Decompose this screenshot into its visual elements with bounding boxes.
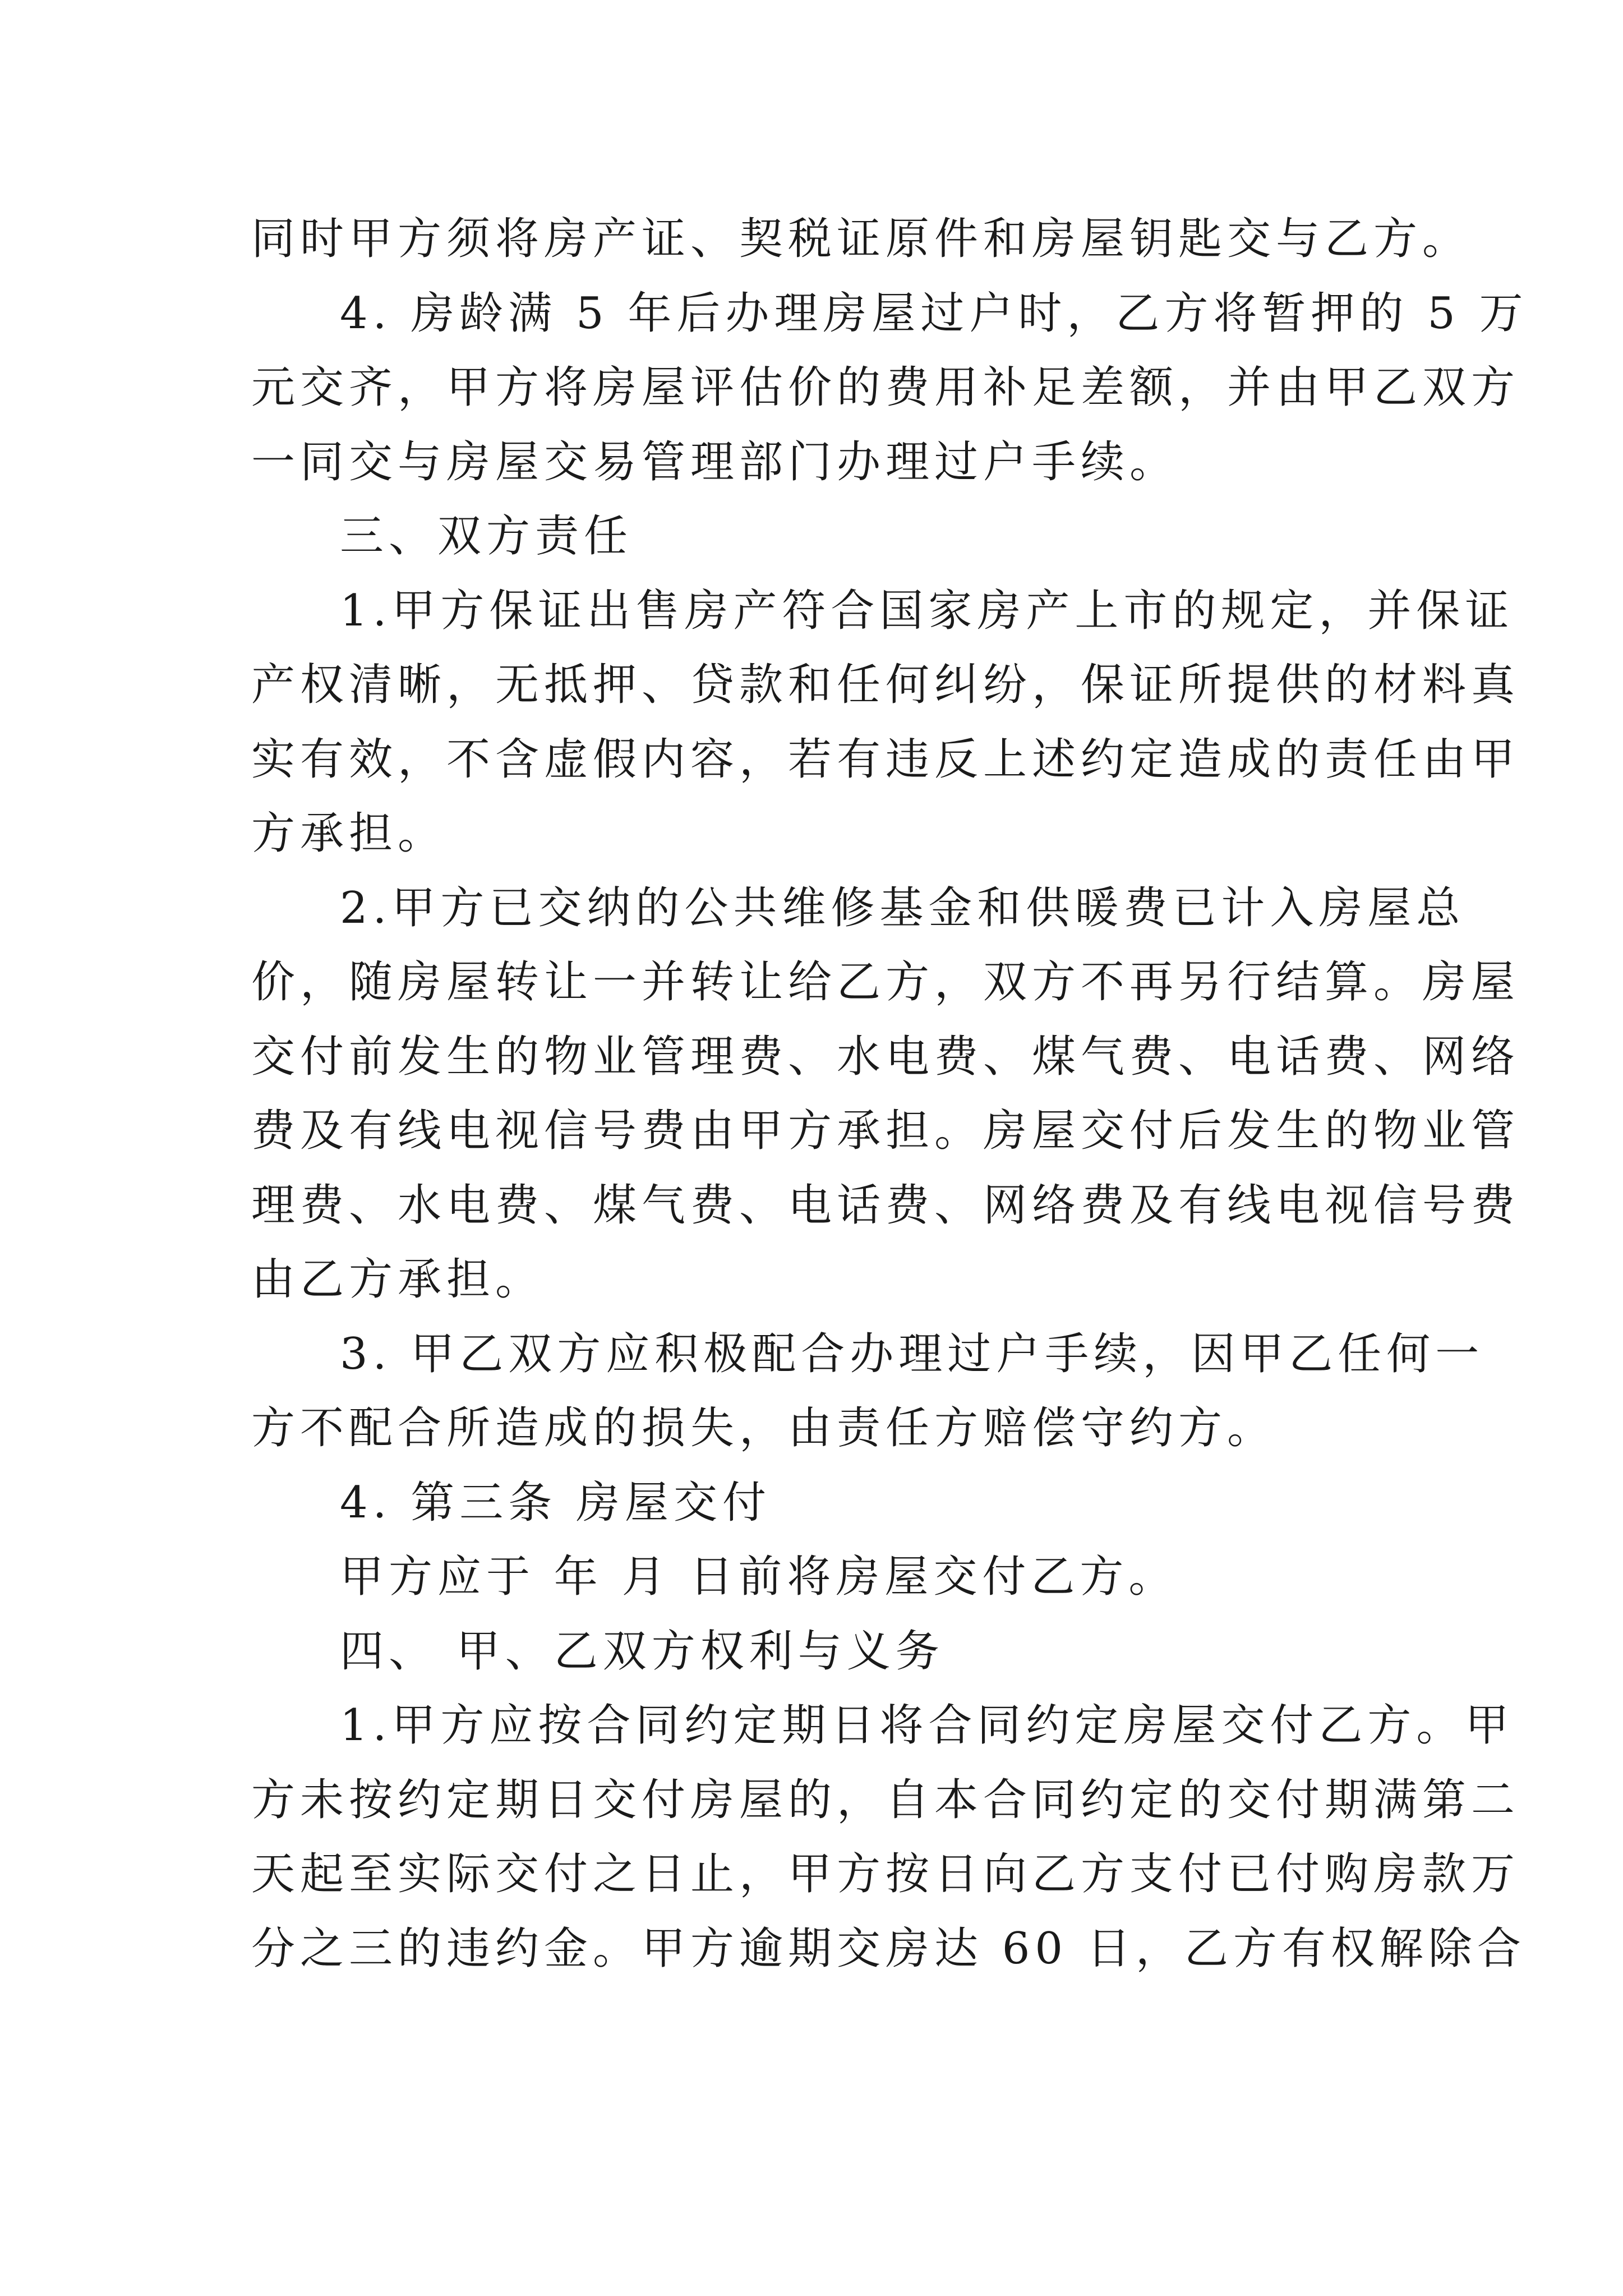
- text-line: 甲方应于 年 月 日前将房屋交付乙方。: [340, 1552, 1178, 1602]
- text-line: 分之三的违约金。甲方逾期交房达 60 日，乙方有权解除合: [251, 1923, 1526, 1974]
- text-line: 元交齐，甲方将房屋评估价的费用补足差额，并由甲乙双方: [251, 362, 1520, 413]
- text-line: 实有效，不含虚假内容，若有违反上述约定造成的责任由甲: [251, 734, 1520, 785]
- text-line: 天起至实际交付之日止，甲方按日向乙方支付已付购房款万: [251, 1849, 1520, 1899]
- text-line: 一同交与房屋交易管理部门办理过户手续。: [251, 436, 1179, 487]
- text-line: 4. 房龄满 5 年后办理房屋过户时，乙方将暂押的 5 万: [340, 288, 1528, 339]
- text-line: 同时甲方须将房产证、契税证原件和房屋钥匙交与乙方。: [251, 214, 1472, 264]
- text-line: 2.甲方已交纳的公共维修基金和供暖费已计入房屋总: [340, 882, 1465, 933]
- text-line: 价，随房屋转让一并转让给乙方，双方不再另行结算。房屋: [251, 957, 1520, 1007]
- text-line: 费及有线电视信号费由甲方承担。房屋交付后发生的物业管: [251, 1106, 1520, 1156]
- text-line: 4. 第三条 房屋交付: [340, 1477, 772, 1528]
- text-line: 由乙方承担。: [251, 1254, 545, 1305]
- text-line: 方承担。: [251, 808, 447, 859]
- text-line: 产权清晰，无抵押、贷款和任何纠纷，保证所提供的材料真: [251, 660, 1520, 710]
- section-heading: 三、双方责任: [340, 511, 633, 562]
- section-heading: 四、 甲、乙双方权利与义务: [340, 1626, 944, 1677]
- text-line: 方不配合所造成的损失，由责任方赔偿守约方。: [251, 1403, 1276, 1453]
- text-line: 1.甲方保证出售房产符合国家房产上市的规定，并保证: [340, 585, 1514, 636]
- text-line: 方未按约定期日交付房屋的，自本合同约定的交付期满第二: [251, 1774, 1520, 1825]
- contract-text-body: [251, 202, 1528, 1986]
- text-line: 1.甲方应按合同约定期日将合同约定房屋交付乙方。甲: [340, 1700, 1514, 1751]
- text-line: 3. 甲乙双方应积极配合办理过户手续，因甲乙任何一: [340, 1328, 1484, 1379]
- text-line: 交付前发生的物业管理费、水电费、煤气费、电话费、网络: [251, 1031, 1520, 1082]
- text-line: 理费、水电费、煤气费、电话费、网络费及有线电视信号费: [251, 1180, 1520, 1231]
